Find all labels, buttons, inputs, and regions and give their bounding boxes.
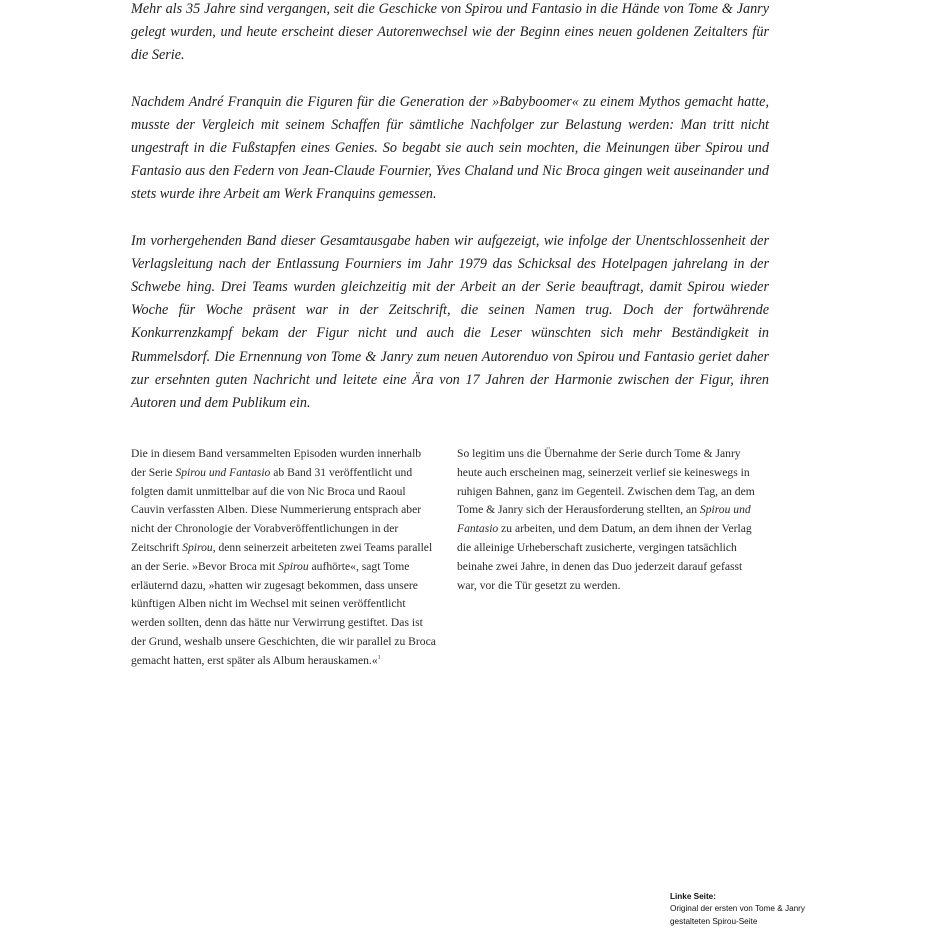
body-text: zu arbeiten, und dem Datum, an dem ihnen der Verlag die alleinige Urheberschaft zusicherte, vergingen tatsächlich beinahe zwei Jahre, in denen das Duo jederzeit darauf gefasst war, vor die Tür gesetzt zu werden. xyxy=(457,522,752,592)
intro-paragraph: Mehr als 35 Jahre sind vergangen, seit die Geschicke von Spirou und Fantasio in die Hände von Tome & Janry gelegt wurden, und heute erscheint dieser Autorenwechsel wie der Beginn eines neuen goldenen Zeitalters für die Serie. xyxy=(131,1,769,64)
caption-line: gestalteten Spirou-Seite xyxy=(670,916,758,926)
intro-paragraph: Nachdem André Franquin die Figuren für die Generation der »Babyboomer« zu einem Mythos gemacht hatte, musste der Vergleich mit seinem Schaffen für sämtliche Nachfolger zur Belastung werden: Man tritt nicht ungestraft in die Fußstapfen eines Genies. So begabt sie auch sein mochten, die Meinungen über Spirou und Fantasio aus den Federn von Jean-Claude Fournier, Yves Chaland und Nic Broca gingen weit auseinander und stets wurde ihre Arbeit am Werk Franquins gemessen. xyxy=(131,93,769,203)
body-text: Die in diesem Band versammelten Episoden wurden innerhalb der Serie xyxy=(131,447,422,479)
caption-heading: Linke Seite: xyxy=(670,892,716,901)
magazine-title: Spirou xyxy=(278,559,309,573)
left-column-paragraph xyxy=(131,445,436,671)
body-text: ab Band 31 veröffentlicht und folgten damit unmittelbar auf die von Nic Broca und Raoul Cauvin verfassten Alben. Diese Nummerierung entsprach aber nicht der Chronologie der Vorabveröffentlichungen in der Zeitschrift xyxy=(131,465,422,554)
footnote-marker: 1 xyxy=(377,654,381,661)
magazine-title: Spirou xyxy=(182,540,213,554)
left-column xyxy=(131,445,436,671)
series-title: Spirou und Fantasio xyxy=(457,503,751,536)
intro-paragraph: Im vorhergehenden Band dieser Gesamtausgabe haben wir aufgezeigt, wie infolge der Unentschlossenheit der Verlagsleitung nach der Entlassung Fourniers im Jahr 1979 das Schicksal des Hotelpagen jahrelang in der Schwebe hing. Drei Teams wurden gleichzeitig mit der Arbeit an der Serie beauftragt, damit Spirou wieder Woche für Woche präsent war in der Zeitschrift, die seinen Namen trug. Doch der fortwährende Konkurrenzkampf bekam der Figur nicht und auch die Leser wünschten sich mehr Beständigkeit in Rummelsdorf. Die Ernennung von Tome & Janry zum neuen Autorenduo von Spirou und Fantasio geriet daher zur ersehnten guten Nachricht und leitete eine Ära von 17 Jahren der Harmonie zwischen der Figur, ihren Autoren und dem Publikum ein. xyxy=(131,232,769,412)
body-text: aufhörte«, sagt Tome erläuternd dazu, »hatten wir zugesagt bekommen, dass unsere künftigen Alben nicht im Wechsel mit seinen veröffentlicht werden sollten, denn das hätte nur Verwirrung gestiftet. Das ist der Grund, weshalb unsere Geschichten, die wir parallel zu Broca gemacht hatten, erst später als Album herauskamen.« xyxy=(131,559,436,667)
image-caption xyxy=(670,891,870,928)
body-text: So legitim uns die Übernahme der Serie durch Tome & Janry heute auch erscheinen mag, seinerzeit verlief sie keineswegs in ruhigen Bahnen, ganz im Gegenteil. Zwischen dem Tag, an dem Tome & Janry sich der Herausforderung stellten, an xyxy=(457,447,755,517)
series-title: Spirou und Fantasio xyxy=(175,465,271,479)
right-column-paragraph xyxy=(457,445,762,595)
caption-line: Original der ersten von Tome & Janry xyxy=(670,904,806,914)
right-column xyxy=(457,445,762,595)
body-text: , denn seinerzeit arbeiteten zwei Teams parallel an der Serie. »Bevor Broca mit xyxy=(131,540,433,573)
intro-text xyxy=(131,0,769,438)
